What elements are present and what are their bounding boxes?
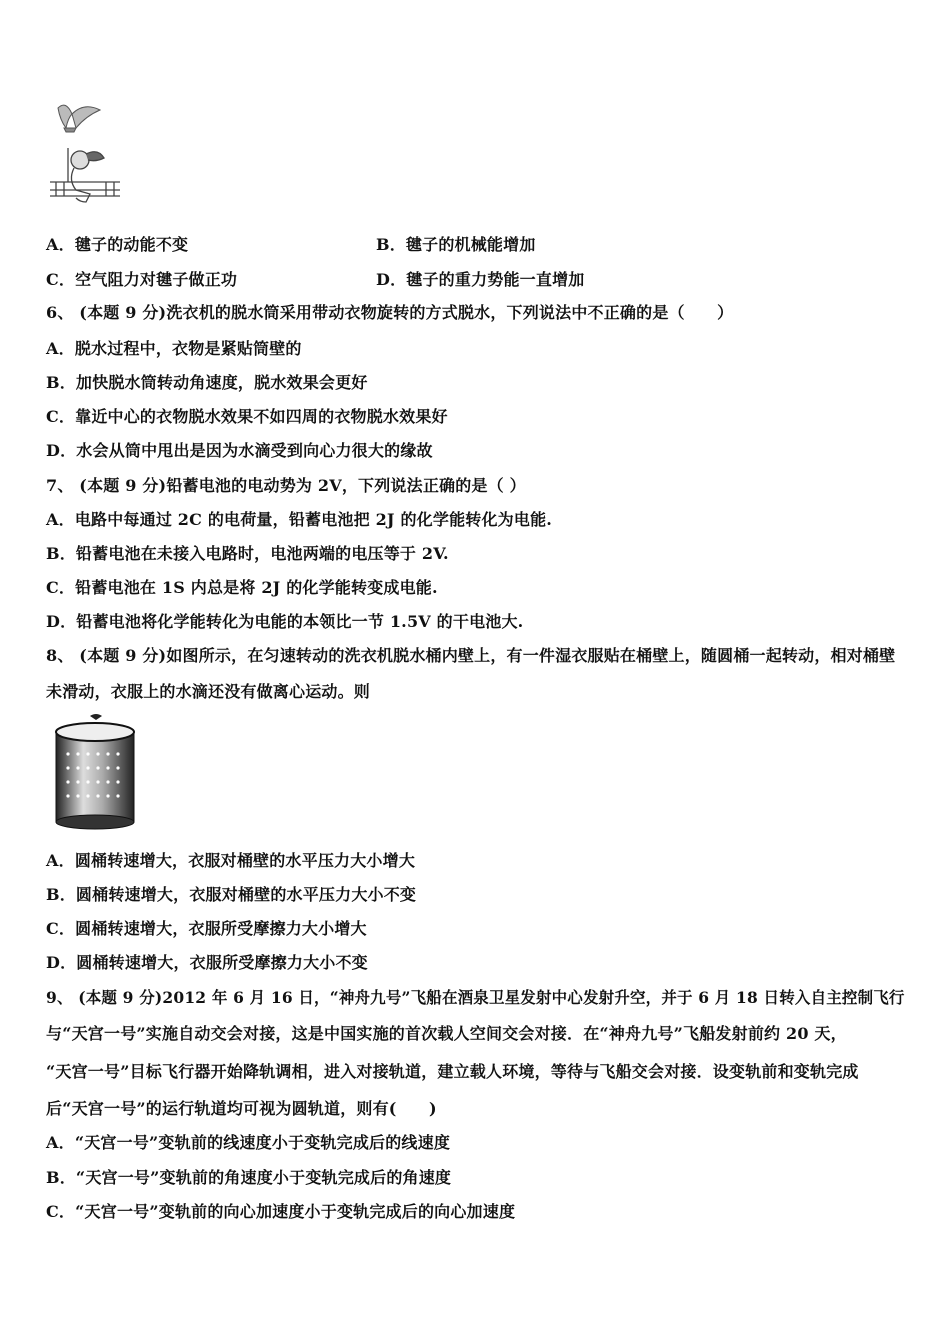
q7-stem: 7、 (本题 9 分)铅蓄电池的电动势为 2V，下列说法正确的是（ ）	[46, 476, 526, 495]
q7-option-c: C．铅蓄电池在 1S 内总是将 2J 的化学能转变成电能.	[46, 578, 438, 597]
q9-stem-line-2: 与“天宫一号”实施自动交会对接，这是中国实施的首次载人空间交会对接．在“神舟九号”飞船发射前约 20 天，	[46, 1024, 847, 1043]
spin-drum-figure	[50, 712, 140, 832]
q8-option-c: C．圆桶转速增大，衣服所受摩擦力大小增大	[46, 919, 367, 938]
q8-option-d: D．圆桶转速增大，衣服所受摩擦力大小不变	[46, 953, 368, 972]
q7-option-d: D．铅蓄电池将化学能转化为电能的本领比一节 1.5V 的干电池大.	[46, 612, 524, 631]
q5-option-a: A．毽子的动能不变	[46, 235, 189, 254]
q5-option-d: D．毽子的重力势能一直增加	[376, 270, 585, 289]
q6-option-c: C．靠近中心的衣物脱水效果不如四周的衣物脱水效果好	[46, 407, 448, 426]
q7-option-a: A．电路中每通过 2C 的电荷量，铅蓄电池把 2J 的化学能转化为电能.	[46, 510, 553, 529]
q9-stem-line-4: 后“天宫一号”的运行轨道均可视为圆轨道，则有( )	[46, 1099, 437, 1118]
q5-option-c: C．空气阻力对毽子做正功	[46, 270, 238, 289]
q6-option-b: B．加快脱水筒转动角速度，脱水效果会更好	[46, 373, 368, 392]
q9-option-a: A．“天宫一号”变轨前的线速度小于变轨完成后的线速度	[46, 1133, 451, 1152]
q6-option-a: A．脱水过程中，衣物是紧贴筒壁的	[46, 339, 302, 358]
q8-option-a: A．圆桶转速增大，衣服对桶壁的水平压力大小增大	[46, 851, 416, 870]
q7-option-b: B．铅蓄电池在未接入电路时，电池两端的电压等于 2V.	[46, 544, 449, 563]
q9-stem-line-3: “天宫一号”目标飞行器开始降轨调相，进入对接轨道，建立载人环境，等待与飞船交会对接．设变轨前和变轨完成	[46, 1062, 859, 1081]
q5-option-b: B．毽子的机械能增加	[376, 235, 536, 254]
q6-option-d: D．水会从筒中甩出是因为水滴受到向心力很大的缘故	[46, 441, 433, 460]
shuttlecock-kick-figure	[46, 98, 122, 204]
q8-option-b: B．圆桶转速增大，衣服对桶壁的水平压力大小不变	[46, 885, 417, 904]
q8-stem-line-1: 8、 (本题 9 分)如图所示，在匀速转动的洗衣机脱水桶内壁上，有一件湿衣服贴在桶壁上，随圆桶一起转动，相对桶壁	[46, 646, 896, 665]
q8-stem-line-2: 未滑动，衣服上的水滴还没有做离心运动。则	[46, 682, 371, 701]
q9-option-c: C．“天宫一号”变轨前的向心加速度小于变轨完成后的向心加速度	[46, 1202, 516, 1221]
q9-option-b: B．“天宫一号”变轨前的角速度小于变轨完成后的角速度	[46, 1168, 452, 1187]
q9-stem-line-1: 9、 (本题 9 分)2012 年 6 月 16 日，“神舟九号”飞船在酒泉卫星发射中心发射升空，并于 6 月 18 日转入自主控制飞行	[46, 988, 905, 1007]
q6-stem: 6、 (本题 9 分)洗衣机的脱水筒采用带动衣物旋转的方式脱水，下列说法中不正确的是（ ）	[46, 303, 734, 322]
